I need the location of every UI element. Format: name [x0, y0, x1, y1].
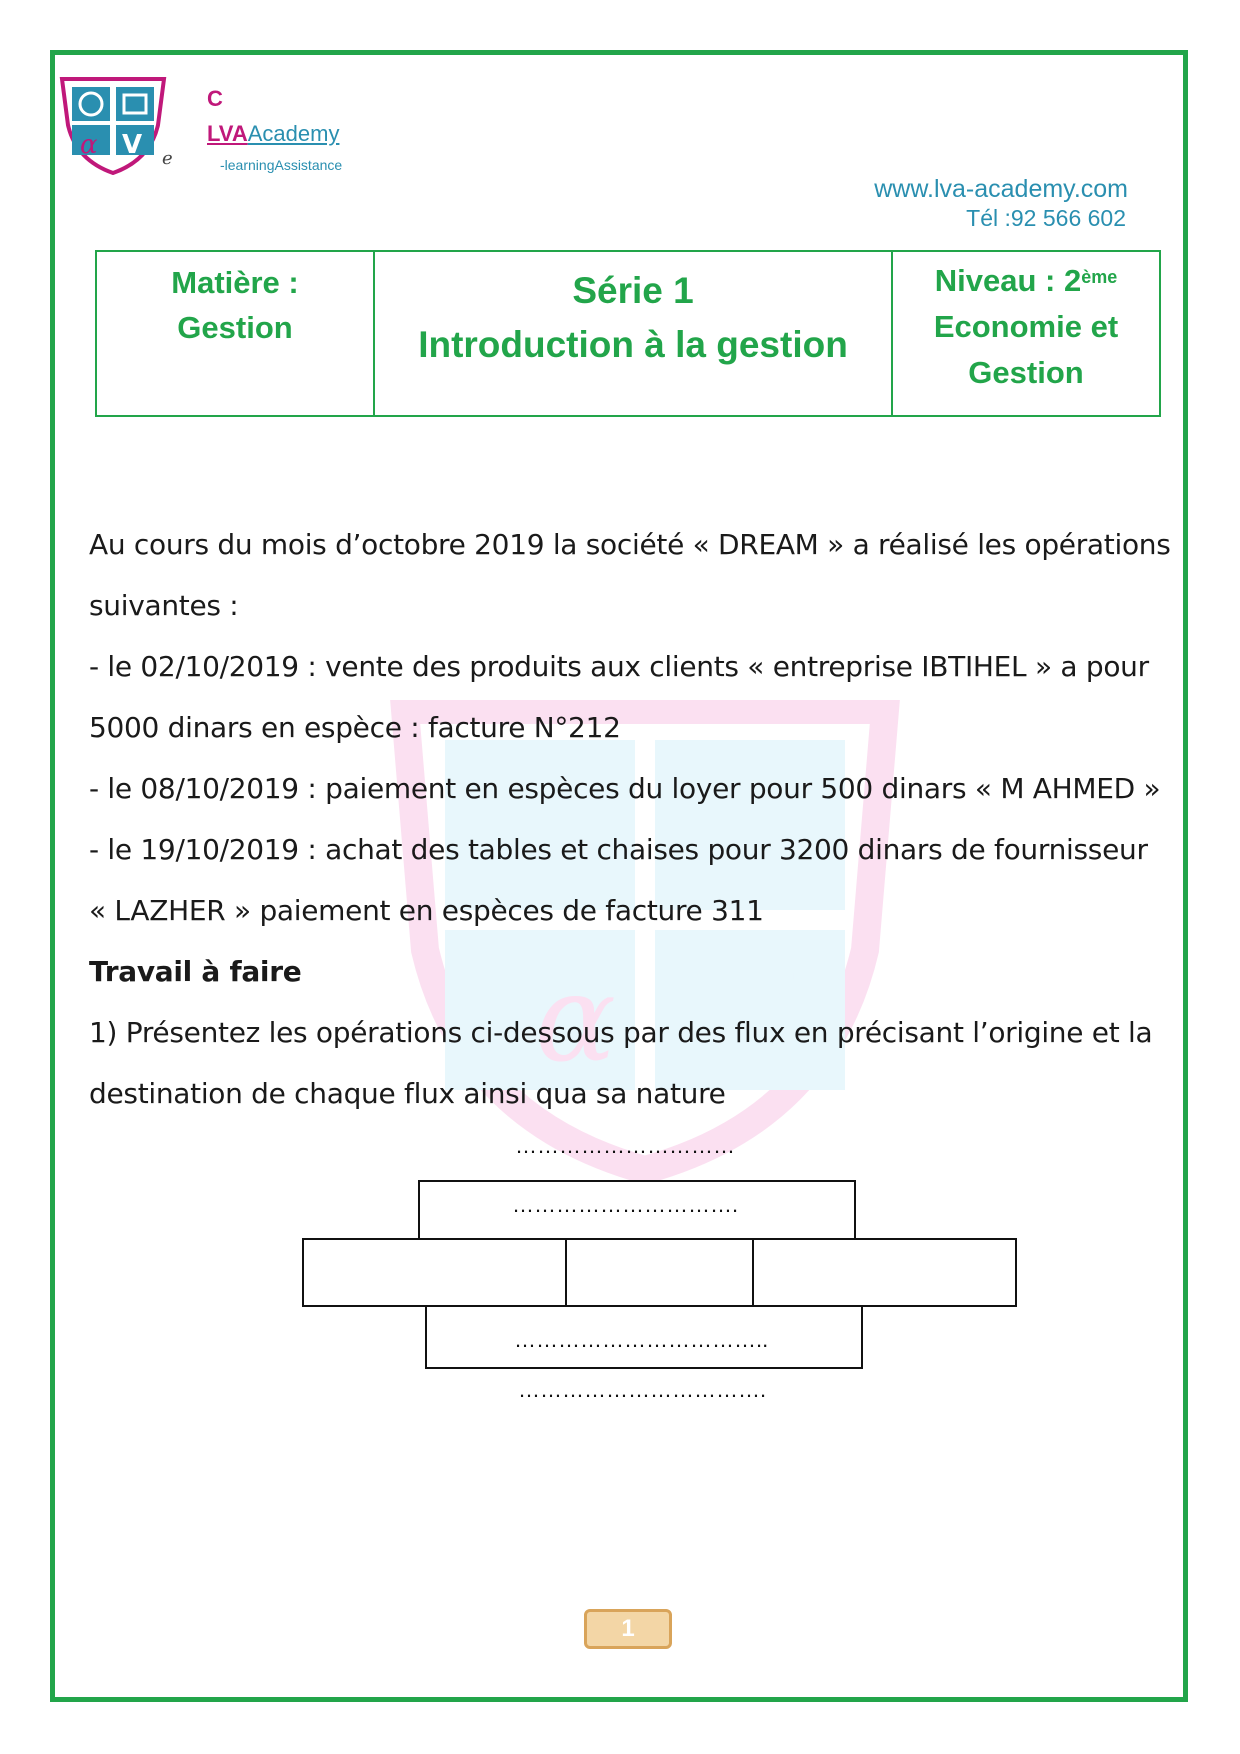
exercise-text	[89, 514, 1169, 1124]
series-cell	[375, 252, 893, 415]
dots-top-inner: ………………………….	[512, 1192, 739, 1217]
lva-academy-logo	[58, 75, 168, 175]
subject-cell	[97, 252, 375, 415]
level-label: Niveau : 2	[934, 263, 1082, 298]
text-line: Au cours du mois d’octobre 2019 la société « DREAM » a réalisé les opérations	[89, 528, 1171, 561]
level-cell	[893, 252, 1159, 415]
svg-text:α: α	[535, 950, 617, 1089]
dots-bottom-inner: ……………………………..	[514, 1327, 769, 1352]
text-line: « LAZHER » paiement en espèces de facture 311	[89, 894, 764, 927]
brand-academy: Academy	[247, 121, 340, 146]
phone-number: Tél :92 566 602	[966, 205, 1126, 231]
level-line3: Gestion	[968, 355, 1084, 390]
flux-box-left[interactable]	[302, 1238, 567, 1307]
header-table	[95, 250, 1161, 417]
text-line: - le 08/10/2019 : paiement en espèces du loyer pour 500 dinars « M AHMED »	[89, 772, 1161, 805]
level-line1	[893, 258, 1159, 304]
brand-lva: LVA	[207, 121, 248, 146]
brand-e-letter: e	[162, 148, 173, 169]
flux-box-right[interactable]	[752, 1238, 1017, 1307]
dots-top-outer: …………………………	[515, 1133, 735, 1158]
brand-subtitle: -learningAssistance	[220, 157, 343, 173]
website-link[interactable]: www.lva-academy.com	[874, 175, 1128, 203]
text-line: - le 19/10/2019 : achat des tables et chaises pour 3200 dinars de fournisseur	[89, 833, 1148, 866]
subject-value: Gestion	[177, 310, 293, 345]
subject-label: Matière :	[171, 265, 299, 300]
page-number: 1	[584, 1609, 672, 1649]
brand-c-letter: C	[207, 86, 223, 111]
brand-name	[207, 121, 339, 147]
level-superscript: ème	[1081, 267, 1118, 287]
svg-text:V: V	[705, 950, 792, 1089]
text-line: suivantes :	[89, 589, 239, 622]
dots-bottom-outer: …………………………….	[518, 1377, 767, 1402]
svg-text:α: α	[80, 130, 98, 160]
svg-text:V: V	[122, 130, 143, 160]
text-line: - le 02/10/2019 : vente des produits aux clients « entreprise IBTIHEL » a pour	[89, 650, 1149, 683]
series-subtitle: Introduction à la gestion	[418, 324, 848, 365]
task-heading: Travail à faire	[89, 955, 302, 988]
level-line2: Economie et	[933, 309, 1119, 344]
question-line: 1) Présentez les opérations ci-dessous par des flux en précisant l’origine et la	[89, 1016, 1153, 1049]
question-line: destination de chaque flux ainsi qua sa nature	[89, 1077, 726, 1110]
series-title: Série 1	[572, 270, 694, 311]
text-line: 5000 dinars en espèce : facture N°212	[89, 711, 621, 744]
